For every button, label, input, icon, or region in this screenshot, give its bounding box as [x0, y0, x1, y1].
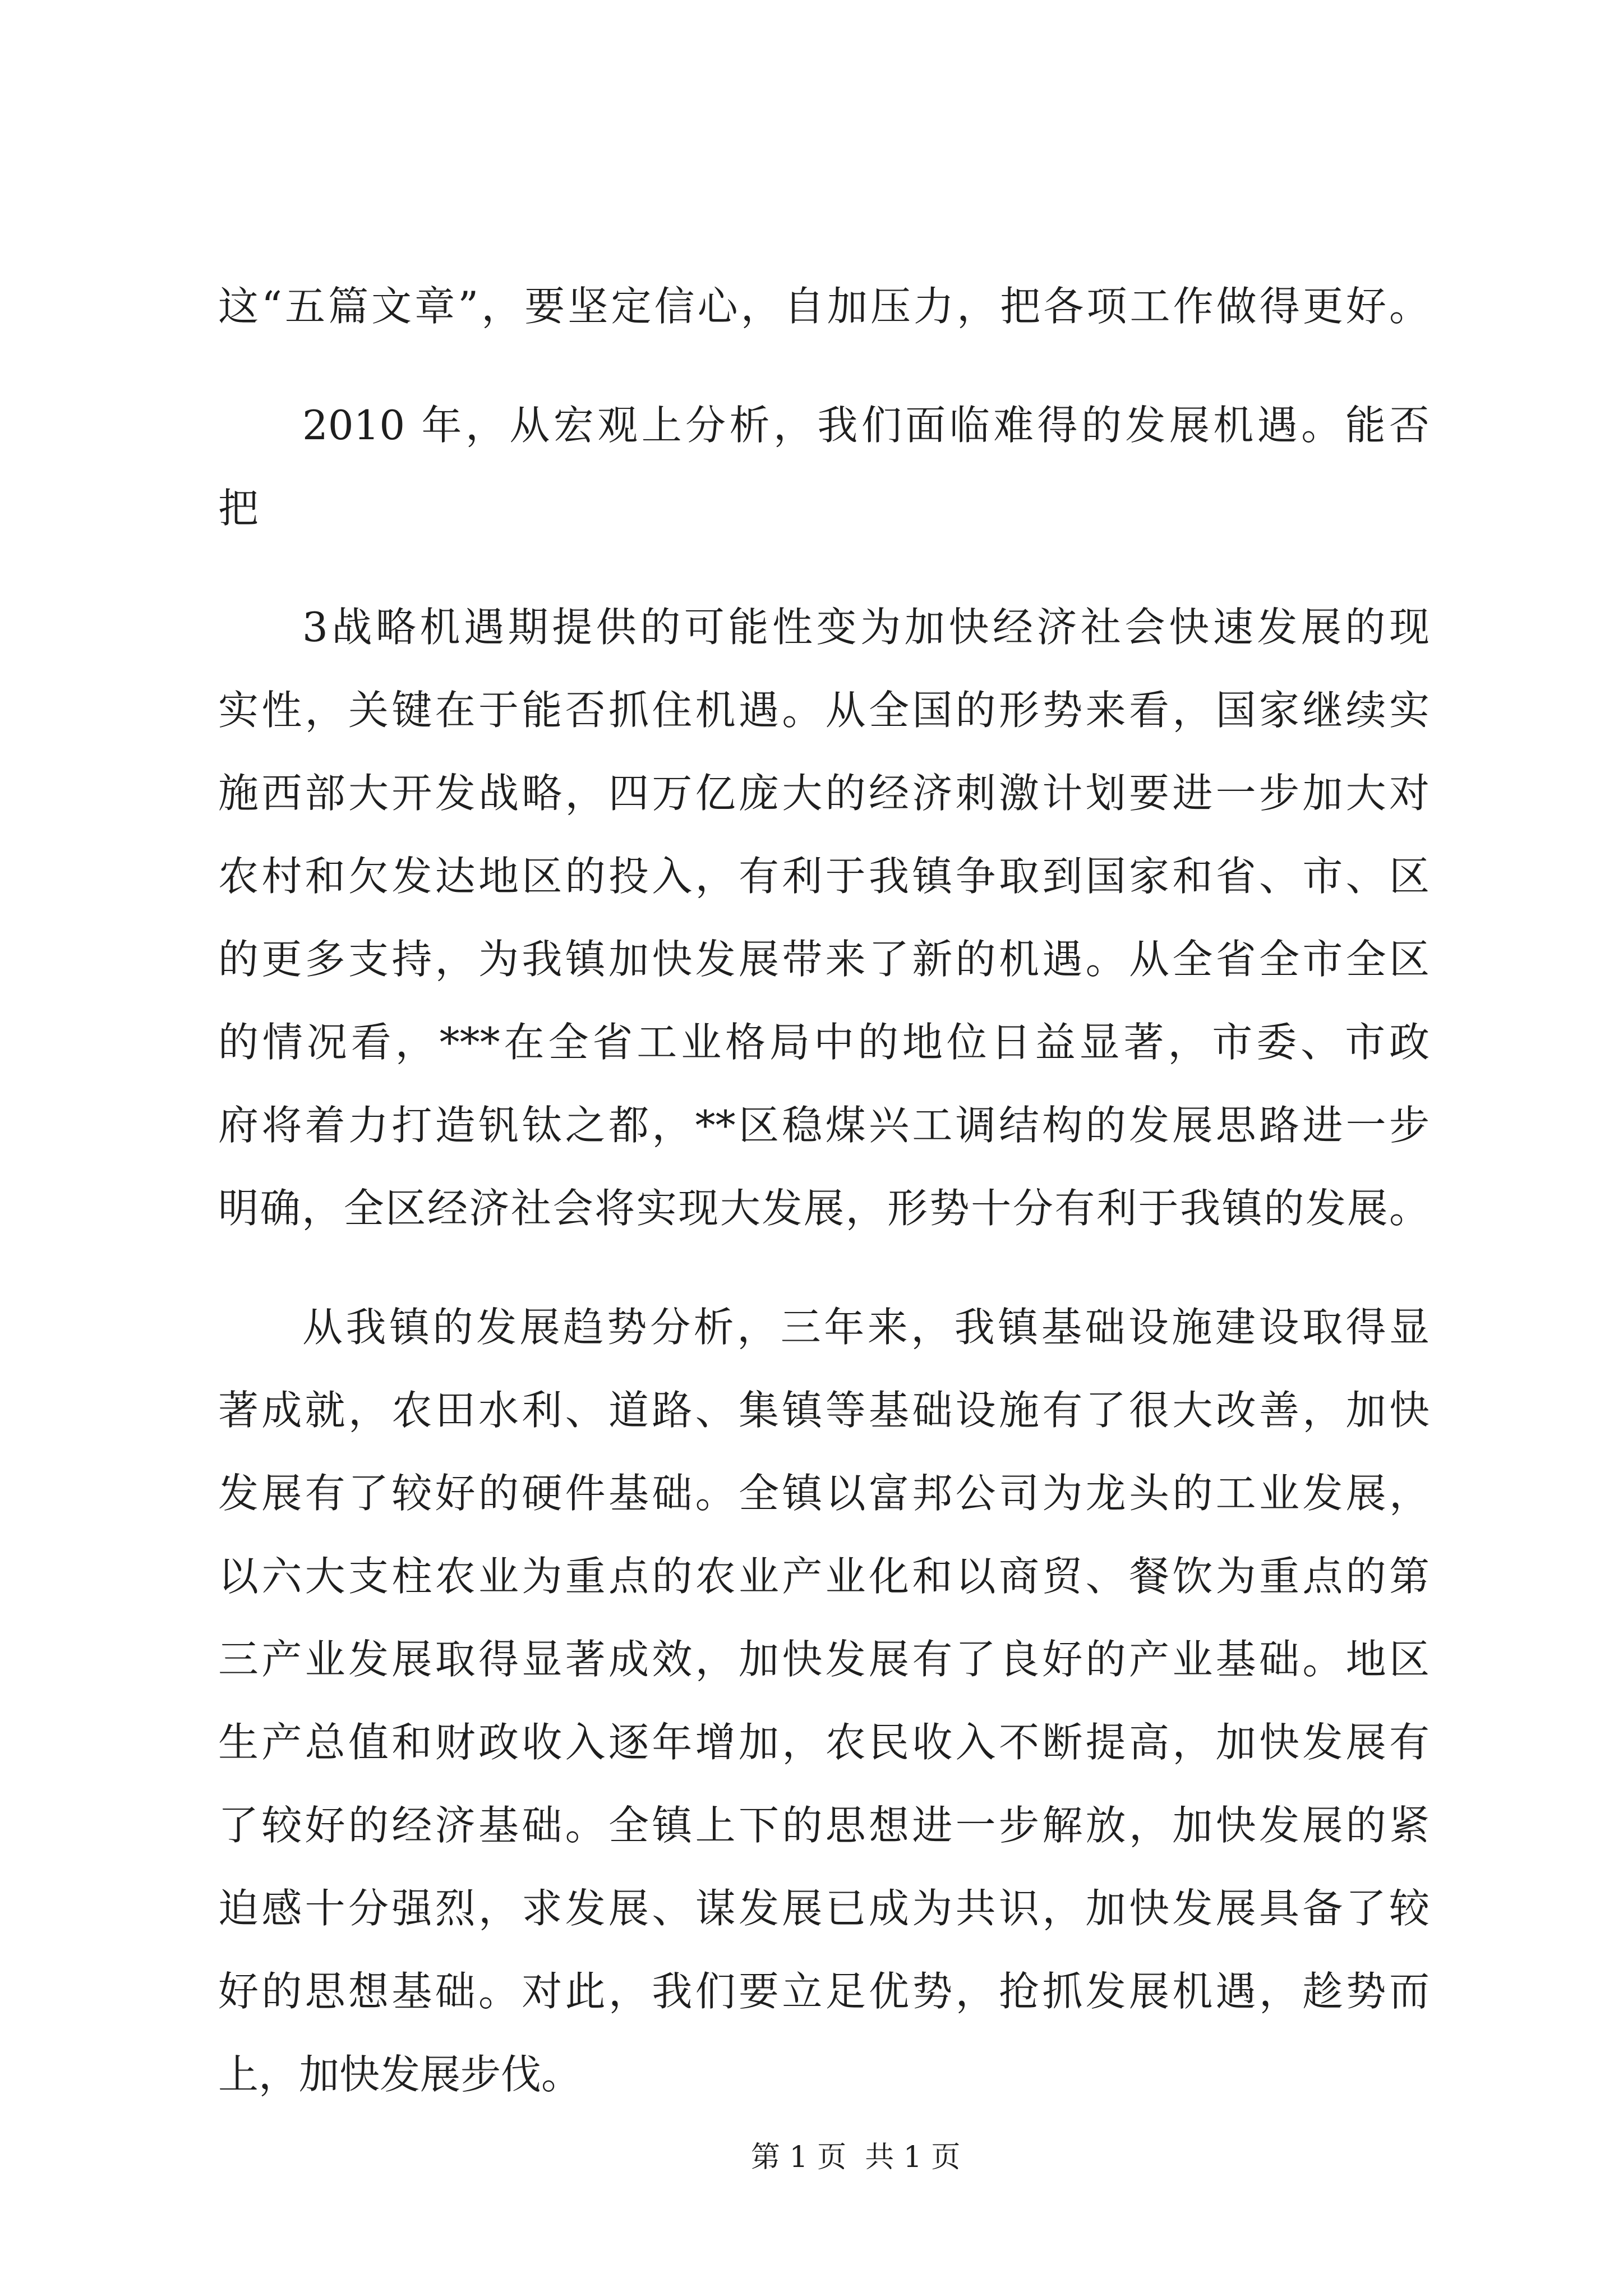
text-line: 以六大支柱农业为重点的农业产业化和以商贸、餐饮为重点的第 [218, 1553, 1430, 1600]
text-line: 施西部大开发战略，四万亿庞大的经济刺激计划要进一步加大对 [218, 770, 1430, 817]
text-line: 从我镇的发展趋势分析，三年来，我镇基础设施建设取得显 [302, 1304, 1430, 1351]
text-line: 三产业发展取得显著成效，加快发展有了良好的产业基础。地区 [218, 1636, 1430, 1683]
text-line: 好的思想基础。对此，我们要立足优势，抢抓发展机遇，趁势而 [218, 1968, 1430, 2015]
text-line: 实性，关键在于能否抓住机遇。从全国的形势来看，国家继续实 [218, 687, 1430, 734]
paragraph [218, 384, 1430, 550]
text-line: 这“五篇文章”，要坚定信心，自加压力，把各项工作做得更好。 [218, 283, 1430, 330]
page-number-footer: 第 1 页 共 1 页 [751, 2141, 961, 2174]
text-line: 3战略机遇期提供的可能性变为加快经济社会快速发展的现 [302, 604, 1430, 651]
text-line: 的情况看，***在全省工业格局中的地位日益显著，市委、市政 [218, 1019, 1430, 1066]
text-line: 农村和欠发达地区的投入，有利于我镇争取到国家和省、市、区 [218, 853, 1430, 900]
text-line: 著成就，农田水利、道路、集镇等基础设施有了很大改善，加快 [218, 1387, 1430, 1434]
text-line: 明确，全区经济社会将实现大发展，形势十分有利于我镇的发展。 [218, 1185, 1430, 1232]
text-line: 了较好的经济基础。全镇上下的思想进一步解放，加快发展的紧 [218, 1802, 1430, 1849]
document-body [218, 265, 1430, 2116]
text-line: 府将着力打造钒钛之都，**区稳煤兴工调结构的发展思路进一步 [218, 1102, 1430, 1149]
paragraph [218, 586, 1430, 1250]
text-line: 的更多支持，为我镇加快发展带来了新的机遇。从全省全市全区 [218, 936, 1430, 983]
text-line: 发展有了较好的硬件基础。全镇以富邦公司为龙头的工业发展， [218, 1470, 1430, 1517]
paragraph [218, 265, 1430, 348]
paragraph [218, 1286, 1430, 2116]
text-line: 2010 年，从宏观上分析，我们面临难得的发展机遇。能否 [302, 402, 1430, 449]
text-line: 上，加快发展步伐。 [218, 2051, 582, 2098]
text-line: 把 [218, 485, 259, 532]
text-line: 生产总值和财政收入逐年增加，农民收入不断提高，加快发展有 [218, 1719, 1430, 1766]
text-line: 迫感十分强烈，求发展、谋发展已成为共识，加快发展具备了较 [218, 1885, 1430, 1932]
